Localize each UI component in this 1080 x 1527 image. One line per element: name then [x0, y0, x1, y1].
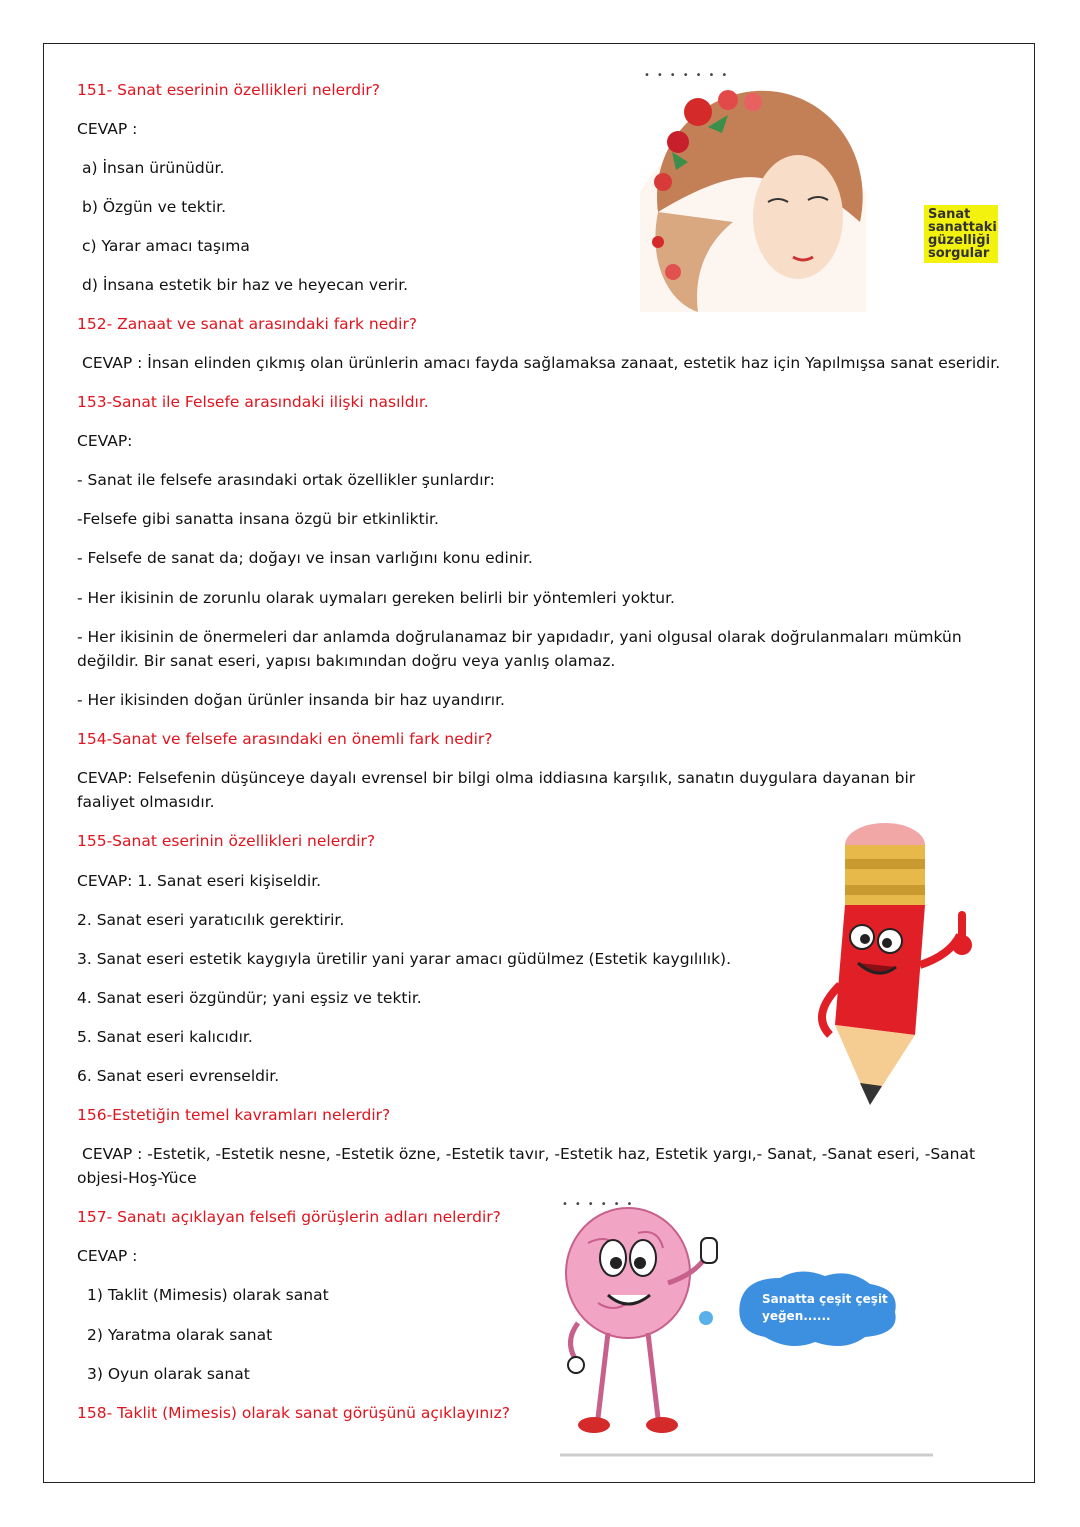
- list-item: 2. Sanat eseri yaratıcılık gerektirir.: [77, 911, 345, 929]
- sticky-line: sanattaki: [928, 220, 997, 235]
- list-item: - Her ikisinden doğan ürünler insanda bir haz uyandırır.: [77, 691, 505, 709]
- question-154: 154-Sanat ve felsefe arasındaki en önemli fark nedir?: [77, 730, 493, 748]
- question-151: 151- Sanat eserinin özellikleri nelerdir?: [77, 81, 381, 99]
- list-item: 1) Taklit (Mimesis) olarak sanat: [87, 1286, 329, 1304]
- brain-character-illustration: ••••••: [558, 1203, 938, 1458]
- list-item: - Her ikisinin de önermeleri dar anlamda doğrulanamaz bir yapıdadır, yani olgusal olarak doğrulanmaları mümkün değildir. Bir sanat eseri, yapısı bakımından doğru veya yanlış olamaz.: [77, 628, 962, 670]
- answer-label: CEVAP:: [77, 432, 133, 450]
- list-item: 2) Yaratma olarak sanat: [87, 1326, 273, 1344]
- list-item: 5. Sanat eseri kalıcıdır.: [77, 1028, 253, 1046]
- list-item: a) İnsan ürünüdür.: [82, 159, 225, 177]
- list-item: - Her ikisinin de zorunlu olarak uymaları gereken belirli bir yöntemleri yoktur.: [77, 589, 675, 607]
- list-item: 3. Sanat eseri estetik kaygıyla üretilir yani yarar amacı güdülmez (Estetik kaygılılık).: [77, 950, 732, 968]
- list-item: - Sanat ile felsefe arasındaki ortak özellikler şunlardır:: [77, 471, 495, 489]
- answer-156: CEVAP : -Estetik, -Estetik nesne, -Estetik özne, -Estetik tavır, -Estetik haz, Estetik yargı,- Sanat, -Sanat eseri, -Sanat objesi-Hoş-Yüce: [77, 1145, 976, 1187]
- list-item: 6. Sanat eseri evrenseldir.: [77, 1067, 280, 1085]
- sticky-line: güzelliği: [928, 233, 991, 248]
- question-152: 152- Zanaat ve sanat arasındaki fark nedir?: [77, 315, 418, 333]
- pencil-character-illustration: [790, 815, 990, 1110]
- question-158: 158- Taklit (Mimesis) olarak sanat görüşünü açıklayınız?: [77, 1404, 510, 1422]
- question-155: 155-Sanat eserinin özellikleri nelerdir?: [77, 832, 376, 850]
- list-item: 4. Sanat eseri özgündür; yani eşsiz ve tektir.: [77, 989, 422, 1007]
- bubble-line: yeğen......: [762, 1309, 831, 1323]
- list-item: d) İnsana estetik bir haz ve heyecan verir.: [82, 276, 409, 294]
- question-156: 156-Estetiğin temel kavramları nelerdir?: [77, 1106, 391, 1124]
- list-item: b) Özgün ve tektir.: [82, 198, 227, 216]
- sanat-sticky-note: [924, 205, 998, 263]
- list-item: 3) Oyun olarak sanat: [87, 1365, 250, 1383]
- woman-flowers-illustration: •••••••: [638, 72, 1018, 322]
- sticky-line: sorgular: [928, 246, 990, 261]
- answer-label: CEVAP :: [77, 1247, 138, 1265]
- answer-label: CEVAP :: [77, 120, 138, 138]
- answer-154: CEVAP: Felsefenin düşünceye dayalı evrensel bir bilgi olma iddiasına karşılık, sanatın duygulara dayanan bir faaliyet olmasıdır.: [77, 769, 916, 811]
- answer-152: CEVAP : İnsan elinden çıkmış olan ürünlerin amacı fayda sağlamaksa zanaat, estetik haz için Yapılmışsa sanat eseridir.: [82, 354, 1001, 372]
- list-item: c) Yarar amacı taşıma: [82, 237, 250, 255]
- question-153: 153-Sanat ile Felsefe arasındaki ilişki nasıldır.: [77, 393, 429, 411]
- bubble-line: Sanatta çeşit çeşit: [762, 1292, 888, 1306]
- sticky-line: Sanat: [928, 207, 971, 222]
- list-item: CEVAP: 1. Sanat eseri kişiseldir.: [77, 872, 322, 890]
- list-item: -Felsefe gibi sanatta insana özgü bir etkinliktir.: [77, 510, 439, 528]
- list-item: - Felsefe de sanat da; doğayı ve insan varlığını konu edinir.: [77, 549, 533, 567]
- question-157: 157- Sanatı açıklayan felsefi görüşlerin adları nelerdir?: [77, 1208, 501, 1226]
